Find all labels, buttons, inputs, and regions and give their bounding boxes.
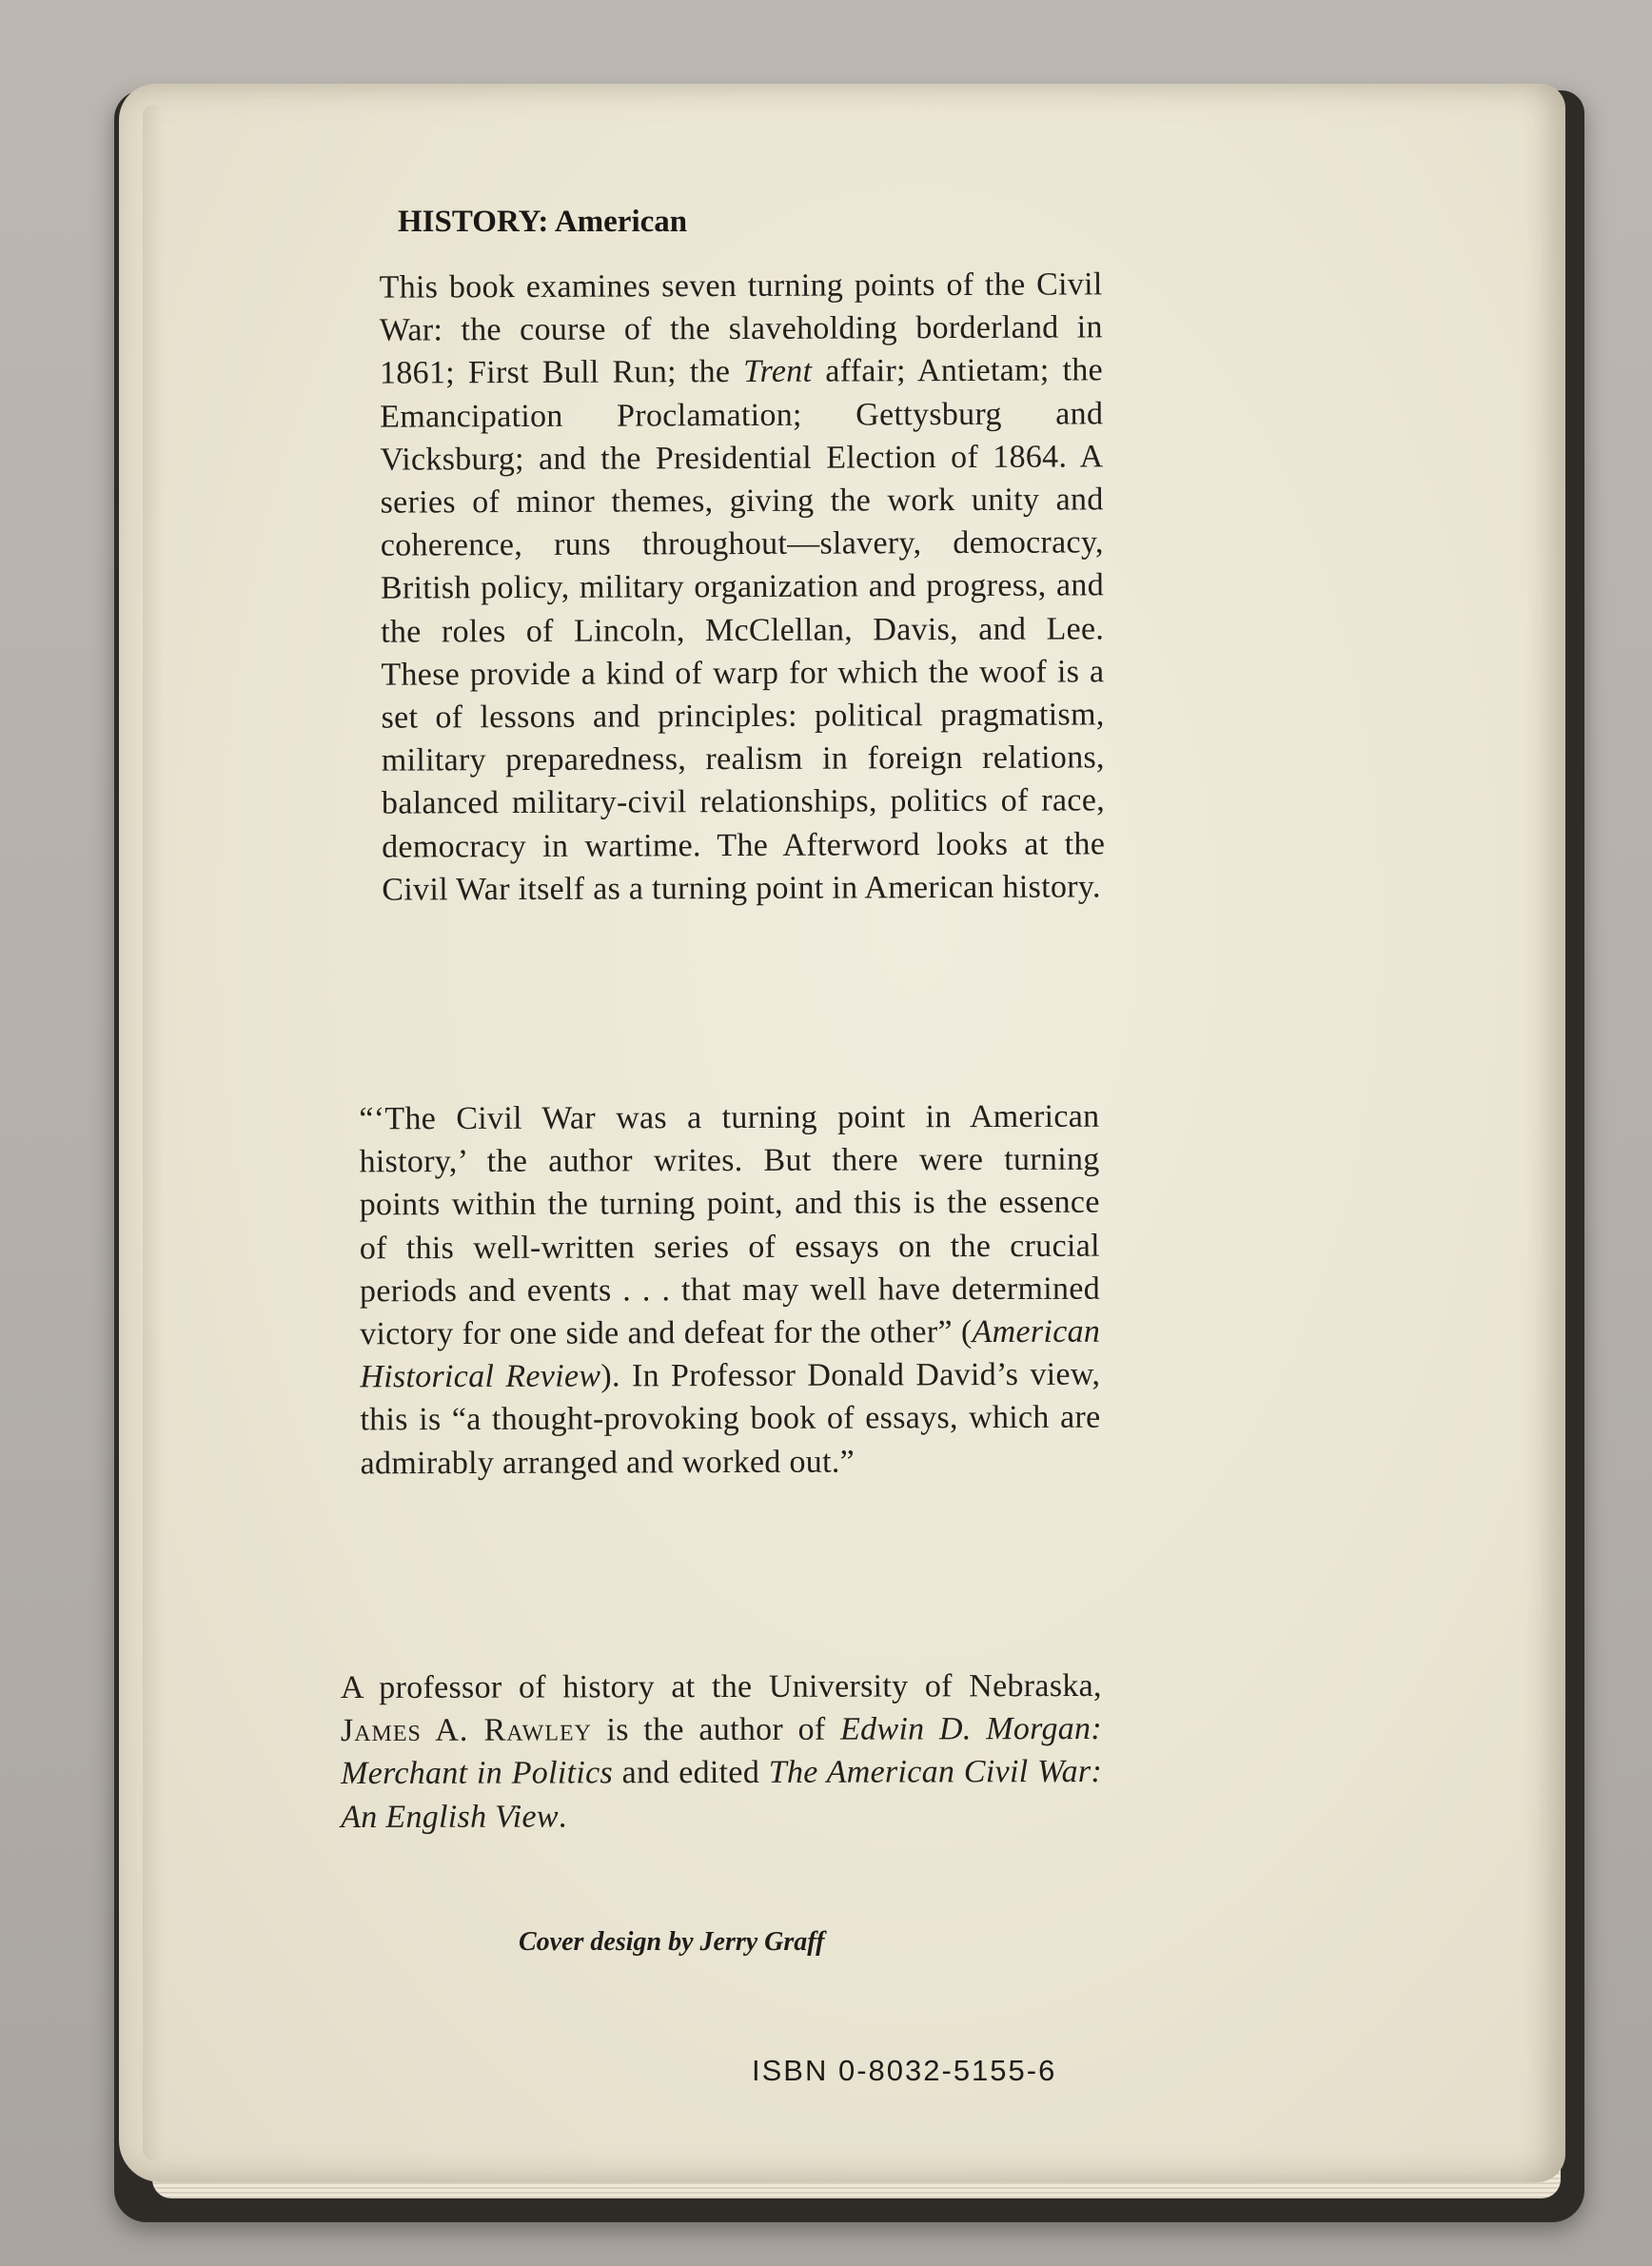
bio-book-title-1: Edwin D. Morgan: Merchant in Politics: [341, 1711, 1103, 1792]
description-text-end: affair; Antietam; the Emancipation Proclamation; Gettysburg and Vicksburg; and the Presidential Election of 1864. A series of minor themes, giving the work unity and coherence, runs throughout—slavery, democracy, British policy, military organization and progress, and the roles of Lincoln, McClellan, Davis, and Lee. These provide a kind of warp for which the woof is a set of lessons and principles: political pragmatism, military preparedness, realism in foreign relations, balanced military-civil relationships, politics of race, democracy in wartime. The Afterword looks at the Civil War itself as a turning point in American history.: [380, 352, 1106, 908]
author-bio-paragraph: [341, 1665, 1102, 1839]
bio-author-name: James A. Rawley: [340, 1712, 593, 1749]
bio-book-title-2: The American Civil War: An English View: [341, 1754, 1103, 1835]
bio-end: .: [558, 1799, 567, 1835]
description-text-start: This book examines seven turning points of the Civil War: the course of the slaveholding borderland in 1861; First Bull Run; the: [379, 266, 1103, 392]
spine-crease: [143, 105, 164, 2160]
bio-connector: and edited: [612, 1755, 769, 1791]
review-text-end: ). In Professor Donald David’s view, this is “a thought-provoking book of essays, which are admirably arranged and worked out.”: [360, 1356, 1101, 1481]
category-label: HISTORY: American: [398, 205, 688, 239]
bio-middle: is the author of: [591, 1711, 841, 1748]
description-italic-title: Trent: [743, 354, 813, 390]
bio-intro: A professor of history at the University of Nebraska,: [340, 1667, 1102, 1706]
description-paragraph: [380, 263, 1106, 911]
cover-design-credit: Cover design by Jerry Graff: [519, 1927, 825, 1957]
isbn-number: ISBN 0-8032-5155-6: [752, 2054, 1057, 2087]
review-italic-source: American Historical Review: [360, 1313, 1101, 1395]
review-paragraph: [359, 1095, 1100, 1486]
review-text-start: “‘The Civil War was a turning point in American history,’ the author writes. But there were turning points within the turning point, and this is the essence of this well-written series of essays on the crucial periods and events . . . that may well have determined victory for one side and defeat for the other” (: [359, 1098, 1101, 1352]
